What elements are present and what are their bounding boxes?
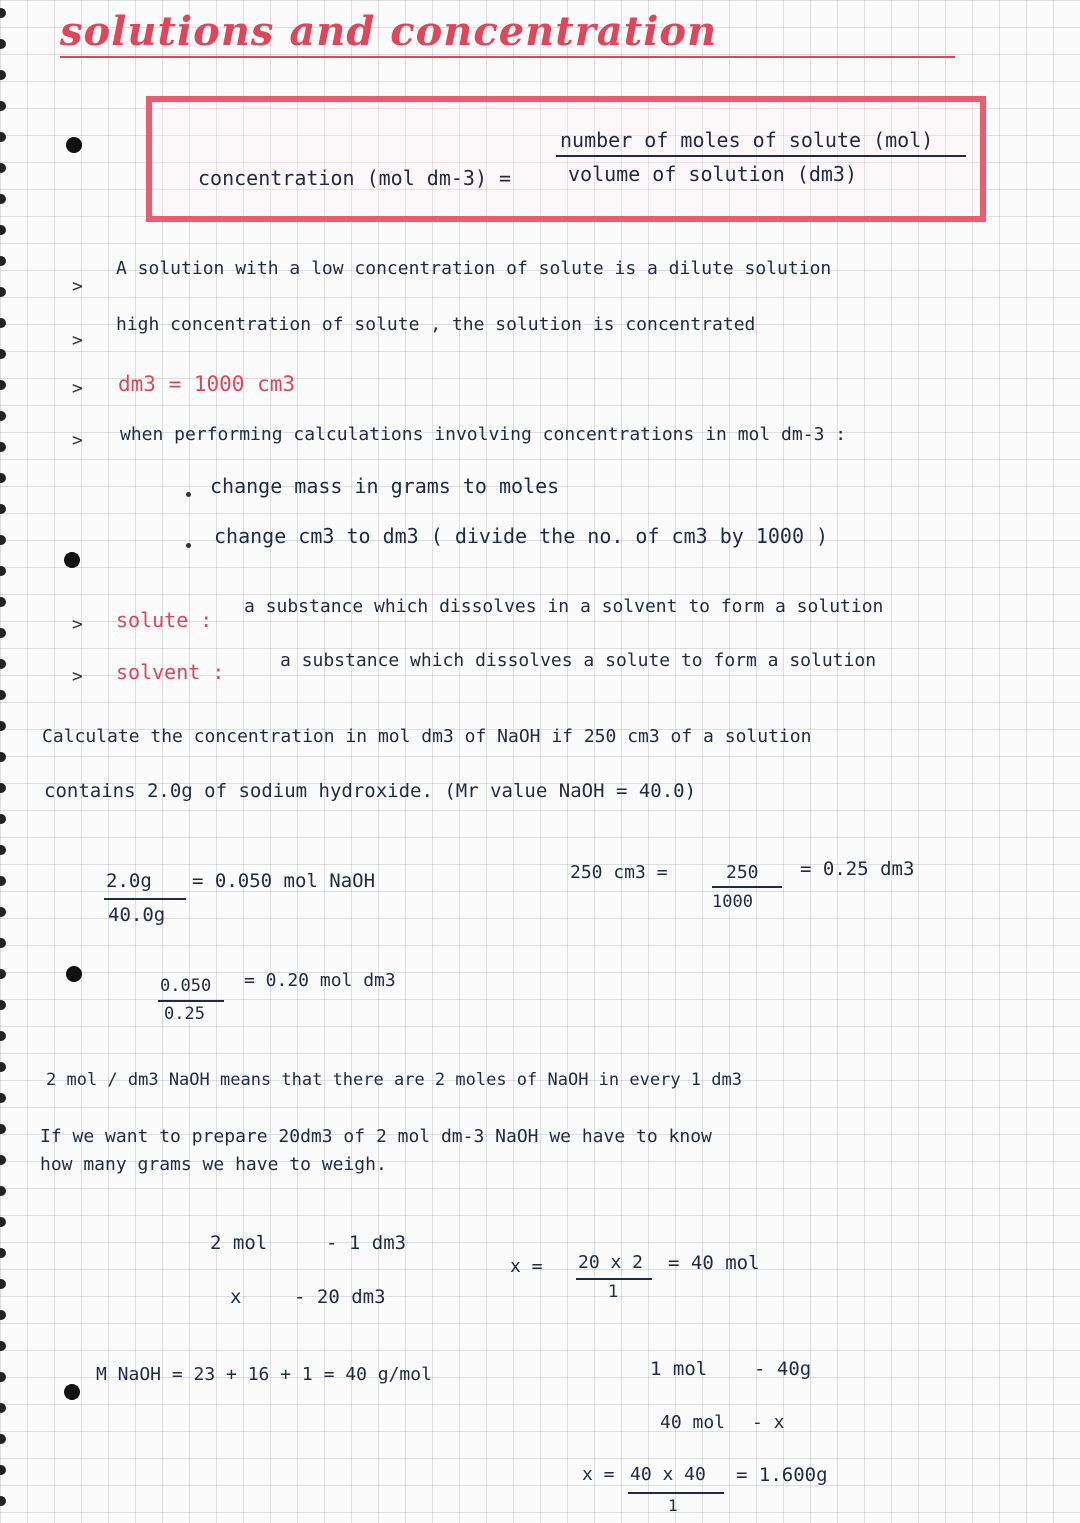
spine-hole	[0, 783, 6, 793]
spine-hole	[0, 1155, 6, 1165]
arrow-marker: >	[72, 666, 83, 687]
spine-hole	[0, 70, 6, 80]
proportion-row2-right: - 20 dm3	[294, 1286, 386, 1308]
spine-hole	[0, 1186, 6, 1196]
bullet-dot	[66, 137, 82, 153]
mass-x-denominator: 1	[668, 1496, 678, 1515]
mass-x-result: = 1.600g	[736, 1464, 828, 1486]
proportion-x-denominator: 1	[608, 1282, 619, 1302]
conc-numerator: 0.050	[160, 976, 212, 996]
proportion-row2-left: x	[230, 1286, 242, 1308]
spine-hole	[0, 1124, 6, 1134]
proportion-fraction-bar	[576, 1278, 652, 1280]
formula-lhs: concentration (mol dm-3) =	[198, 166, 512, 190]
explanation-line-1: 2 mol / dm3 NaOH means that there are 2 moles of NaOH in every 1 dm3	[46, 1070, 742, 1090]
spine-hole	[0, 411, 6, 421]
spine-hole	[0, 1248, 6, 1258]
volume-fraction-bar	[712, 886, 782, 888]
mass-row2-left: 40 mol	[660, 1412, 726, 1433]
definition-term-solvent: solvent :	[116, 660, 225, 684]
spine-hole	[0, 845, 6, 855]
spine-hole	[0, 1465, 6, 1475]
spine-hole	[0, 101, 6, 111]
mass-row1-right: - 40g	[754, 1358, 812, 1380]
spine-hole	[0, 1031, 6, 1041]
note-concentrated: high concentration of solute , the solution is concentrated	[116, 314, 756, 335]
spine-hole	[0, 194, 6, 204]
spine-hole	[0, 566, 6, 576]
proportion-x-numerator: 20 x 2	[578, 1252, 644, 1273]
title-underline	[60, 56, 955, 58]
volume-result: = 0.25 dm3	[800, 858, 915, 880]
definition-text-solute: a substance which dissolves in a solvent to form a solution	[244, 596, 884, 617]
formula-numerator: number of moles of solute (mol)	[560, 128, 934, 152]
spine-hole	[0, 1434, 6, 1444]
arrow-marker: >	[72, 614, 83, 635]
spine-hole	[0, 8, 6, 18]
formula-fraction-bar	[556, 155, 966, 157]
spine-hole	[0, 907, 6, 917]
proportion-x-result: = 40 mol	[668, 1252, 760, 1274]
moles-result: = 0.050 mol NaOH	[192, 870, 376, 892]
spine-hole	[0, 1062, 6, 1072]
spine-hole	[0, 628, 6, 638]
spine-hole	[0, 132, 6, 142]
sub-note-mass: change mass in grams to moles	[210, 474, 560, 498]
moles-denominator: 40.0g	[108, 904, 166, 926]
moles-fraction-bar	[104, 898, 186, 900]
spine-hole	[0, 752, 6, 762]
spine-hole	[0, 1000, 6, 1010]
spine-hole	[0, 318, 6, 328]
sub-bullet	[186, 492, 191, 497]
spine-hole	[0, 442, 6, 452]
spine-hole	[0, 1372, 6, 1382]
spine-hole	[0, 1310, 6, 1320]
spine-hole	[0, 256, 6, 266]
mass-x-lhs: x =	[582, 1464, 615, 1485]
spine-hole	[0, 1279, 6, 1289]
spine-hole	[0, 969, 6, 979]
volume-lhs: 250 cm3 =	[570, 862, 668, 883]
spine-hole	[0, 163, 6, 173]
arrow-marker: >	[72, 378, 83, 399]
mass-x-numerator: 40 x 40	[630, 1464, 706, 1485]
spine-hole	[0, 938, 6, 948]
spine-hole	[0, 876, 6, 886]
spine-hole	[0, 690, 6, 700]
spine-hole	[0, 1217, 6, 1227]
spine-hole	[0, 1093, 6, 1103]
spine-hole	[0, 1341, 6, 1351]
formula-denominator: volume of solution (dm3)	[568, 162, 857, 186]
spine-hole	[0, 225, 6, 235]
volume-denominator: 1000	[712, 892, 753, 912]
bullet-dot	[64, 552, 80, 568]
mass-fraction-bar	[628, 1492, 724, 1494]
sub-note-volume: change cm3 to dm3 ( divide the no. of cm3 by 1000 )	[214, 524, 829, 548]
explanation-line-3: how many grams we have to weigh.	[40, 1154, 387, 1175]
molar-mass: M NaOH = 23 + 16 + 1 = 40 g/mol	[96, 1364, 432, 1385]
notebook-spine	[0, 0, 10, 1523]
sub-bullet	[186, 543, 191, 548]
arrow-marker: >	[72, 430, 83, 451]
note-calculations: when performing calculations involving concentrations in mol dm-3 :	[120, 424, 847, 445]
spine-hole	[0, 535, 6, 545]
spine-hole	[0, 39, 6, 49]
proportion-row1-right: - 1 dm3	[326, 1232, 407, 1254]
note-dm3: dm3 = 1000 cm3	[118, 372, 296, 396]
spine-hole	[0, 1403, 6, 1413]
formula-box	[146, 96, 986, 222]
conc-fraction-bar	[158, 1000, 224, 1002]
conc-denominator: 0.25	[164, 1004, 205, 1024]
spine-hole	[0, 380, 6, 390]
spine-hole	[0, 473, 6, 483]
spine-hole	[0, 814, 6, 824]
question-line-2: contains 2.0g of sodium hydroxide. (Mr value NaOH = 40.0)	[44, 780, 697, 802]
definition-text-solvent: a substance which dissolves a solute to form a solution	[280, 650, 877, 671]
mass-row2-right: - x	[752, 1412, 785, 1433]
volume-numerator: 250	[726, 862, 759, 883]
spine-hole	[0, 659, 6, 669]
proportion-x-lhs: x =	[510, 1256, 543, 1277]
spine-hole	[0, 721, 6, 731]
arrow-marker: >	[72, 330, 83, 351]
mass-row1-left: 1 mol	[650, 1358, 708, 1380]
bullet-dot	[64, 1384, 80, 1400]
spine-hole	[0, 504, 6, 514]
conc-result: = 0.20 mol dm3	[244, 970, 396, 991]
definition-term-solute: solute :	[116, 608, 213, 632]
proportion-row1-left: 2 mol	[210, 1232, 268, 1254]
spine-hole	[0, 349, 6, 359]
explanation-line-2: If we want to prepare 20dm3 of 2 mol dm-3 NaOH we have to know	[40, 1126, 712, 1147]
spine-hole	[0, 597, 6, 607]
moles-numerator: 2.0g	[106, 870, 152, 892]
arrow-marker: >	[72, 276, 83, 297]
note-dilute: A solution with a low concentration of solute is a dilute solution	[116, 258, 832, 279]
bullet-dot	[66, 966, 82, 982]
page-title: solutions and concentration	[60, 8, 718, 55]
spine-hole	[0, 287, 6, 297]
question-line-1: Calculate the concentration in mol dm3 of NaOH if 250 cm3 of a solution	[42, 726, 812, 747]
spine-hole	[0, 1496, 6, 1506]
